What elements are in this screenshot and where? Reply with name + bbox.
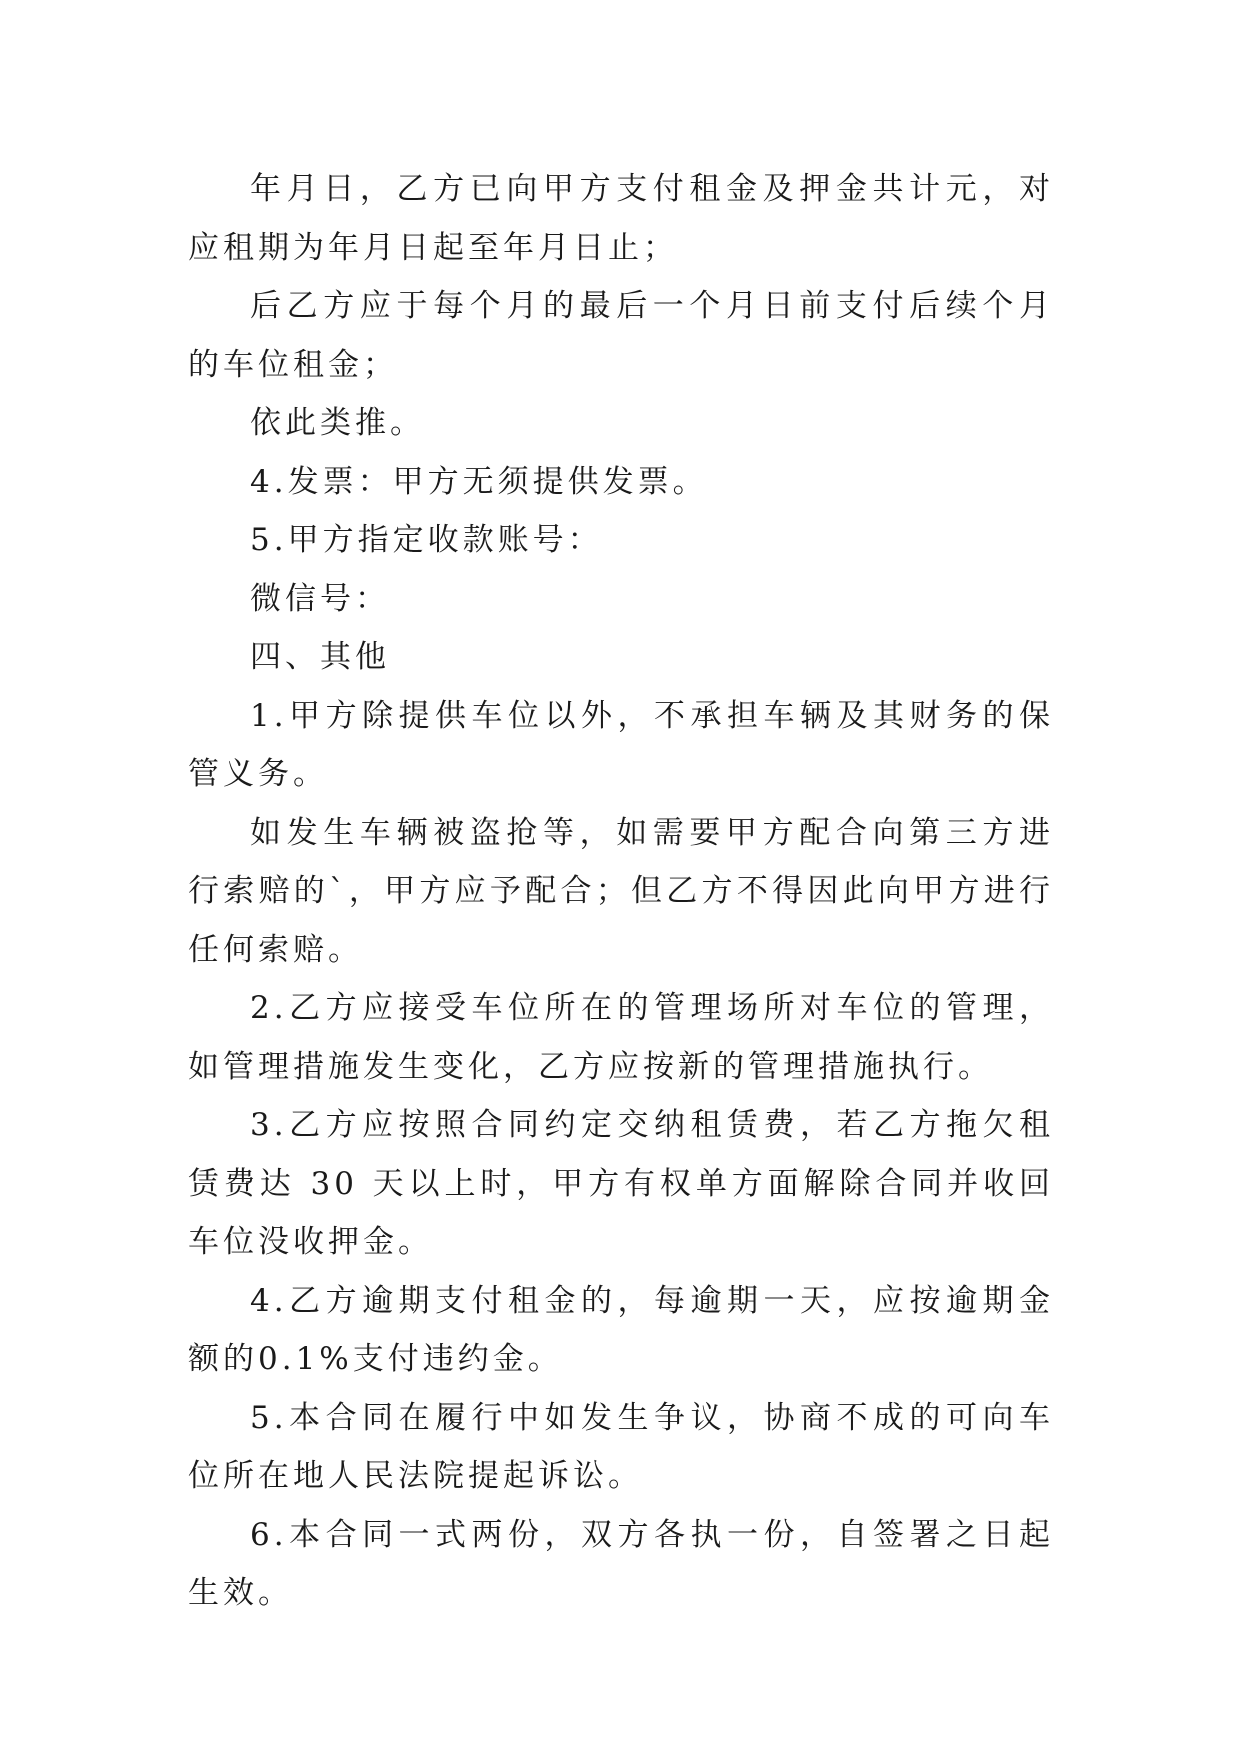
document-body — [188, 160, 1054, 1623]
paragraph-payment-period: 年月日，乙方已向甲方支付租金及押金共计元，对应租期为年月日起至年月日止； — [188, 171, 1054, 266]
clause-1-custody: 1.甲方除提供车位以外，不承担车辆及其财务的保管义务。 — [188, 697, 1054, 792]
paragraph-and-so-on: 依此类推。 — [250, 405, 425, 441]
paragraph-wechat-id: 微信号： — [250, 580, 390, 617]
clause-5-disputes: 5.本合同在履行中如发生争议，协商不成的可向车位所在地人民法院提起诉讼。 — [188, 1399, 1054, 1494]
clause-4-late-penalty: 4.乙方逾期支付租金的，每逾期一天，应按逾期金额的0.1%支付违约金。 — [188, 1282, 1054, 1377]
clause-2-management: 2.乙方应接受车位所在的管理场所对车位的管理，如管理措施发生变化，乙方应按新的管理措施执行。 — [188, 990, 1054, 1085]
clause-6-copies: 6.本合同一式两份，双方各执一份，自签署之日起生效。 — [188, 1516, 1054, 1611]
paragraph-payee-account: 5.甲方指定收款账号： — [250, 522, 603, 558]
paragraph-invoice: 4.发票：甲方无须提供发票。 — [250, 463, 708, 500]
clause-1-theft-claims: 如发生车辆被盗抢等，如需要甲方配合向第三方进行索赔的`，甲方应予配合；但乙方不得因此向甲方进行任何索赔。 — [188, 814, 1054, 968]
paragraph-subsequent-rent: 后乙方应于每个月的最后一个月日前支付后续个月的车位租金； — [188, 288, 1054, 383]
clause-3-arrears: 3.乙方应按照合同约定交纳租赁费，若乙方拖欠租赁费达 30 天以上时，甲方有权单方面解除合同并收回车位没收押金。 — [188, 1107, 1054, 1260]
section-heading-other: 四、其他 — [250, 639, 390, 675]
